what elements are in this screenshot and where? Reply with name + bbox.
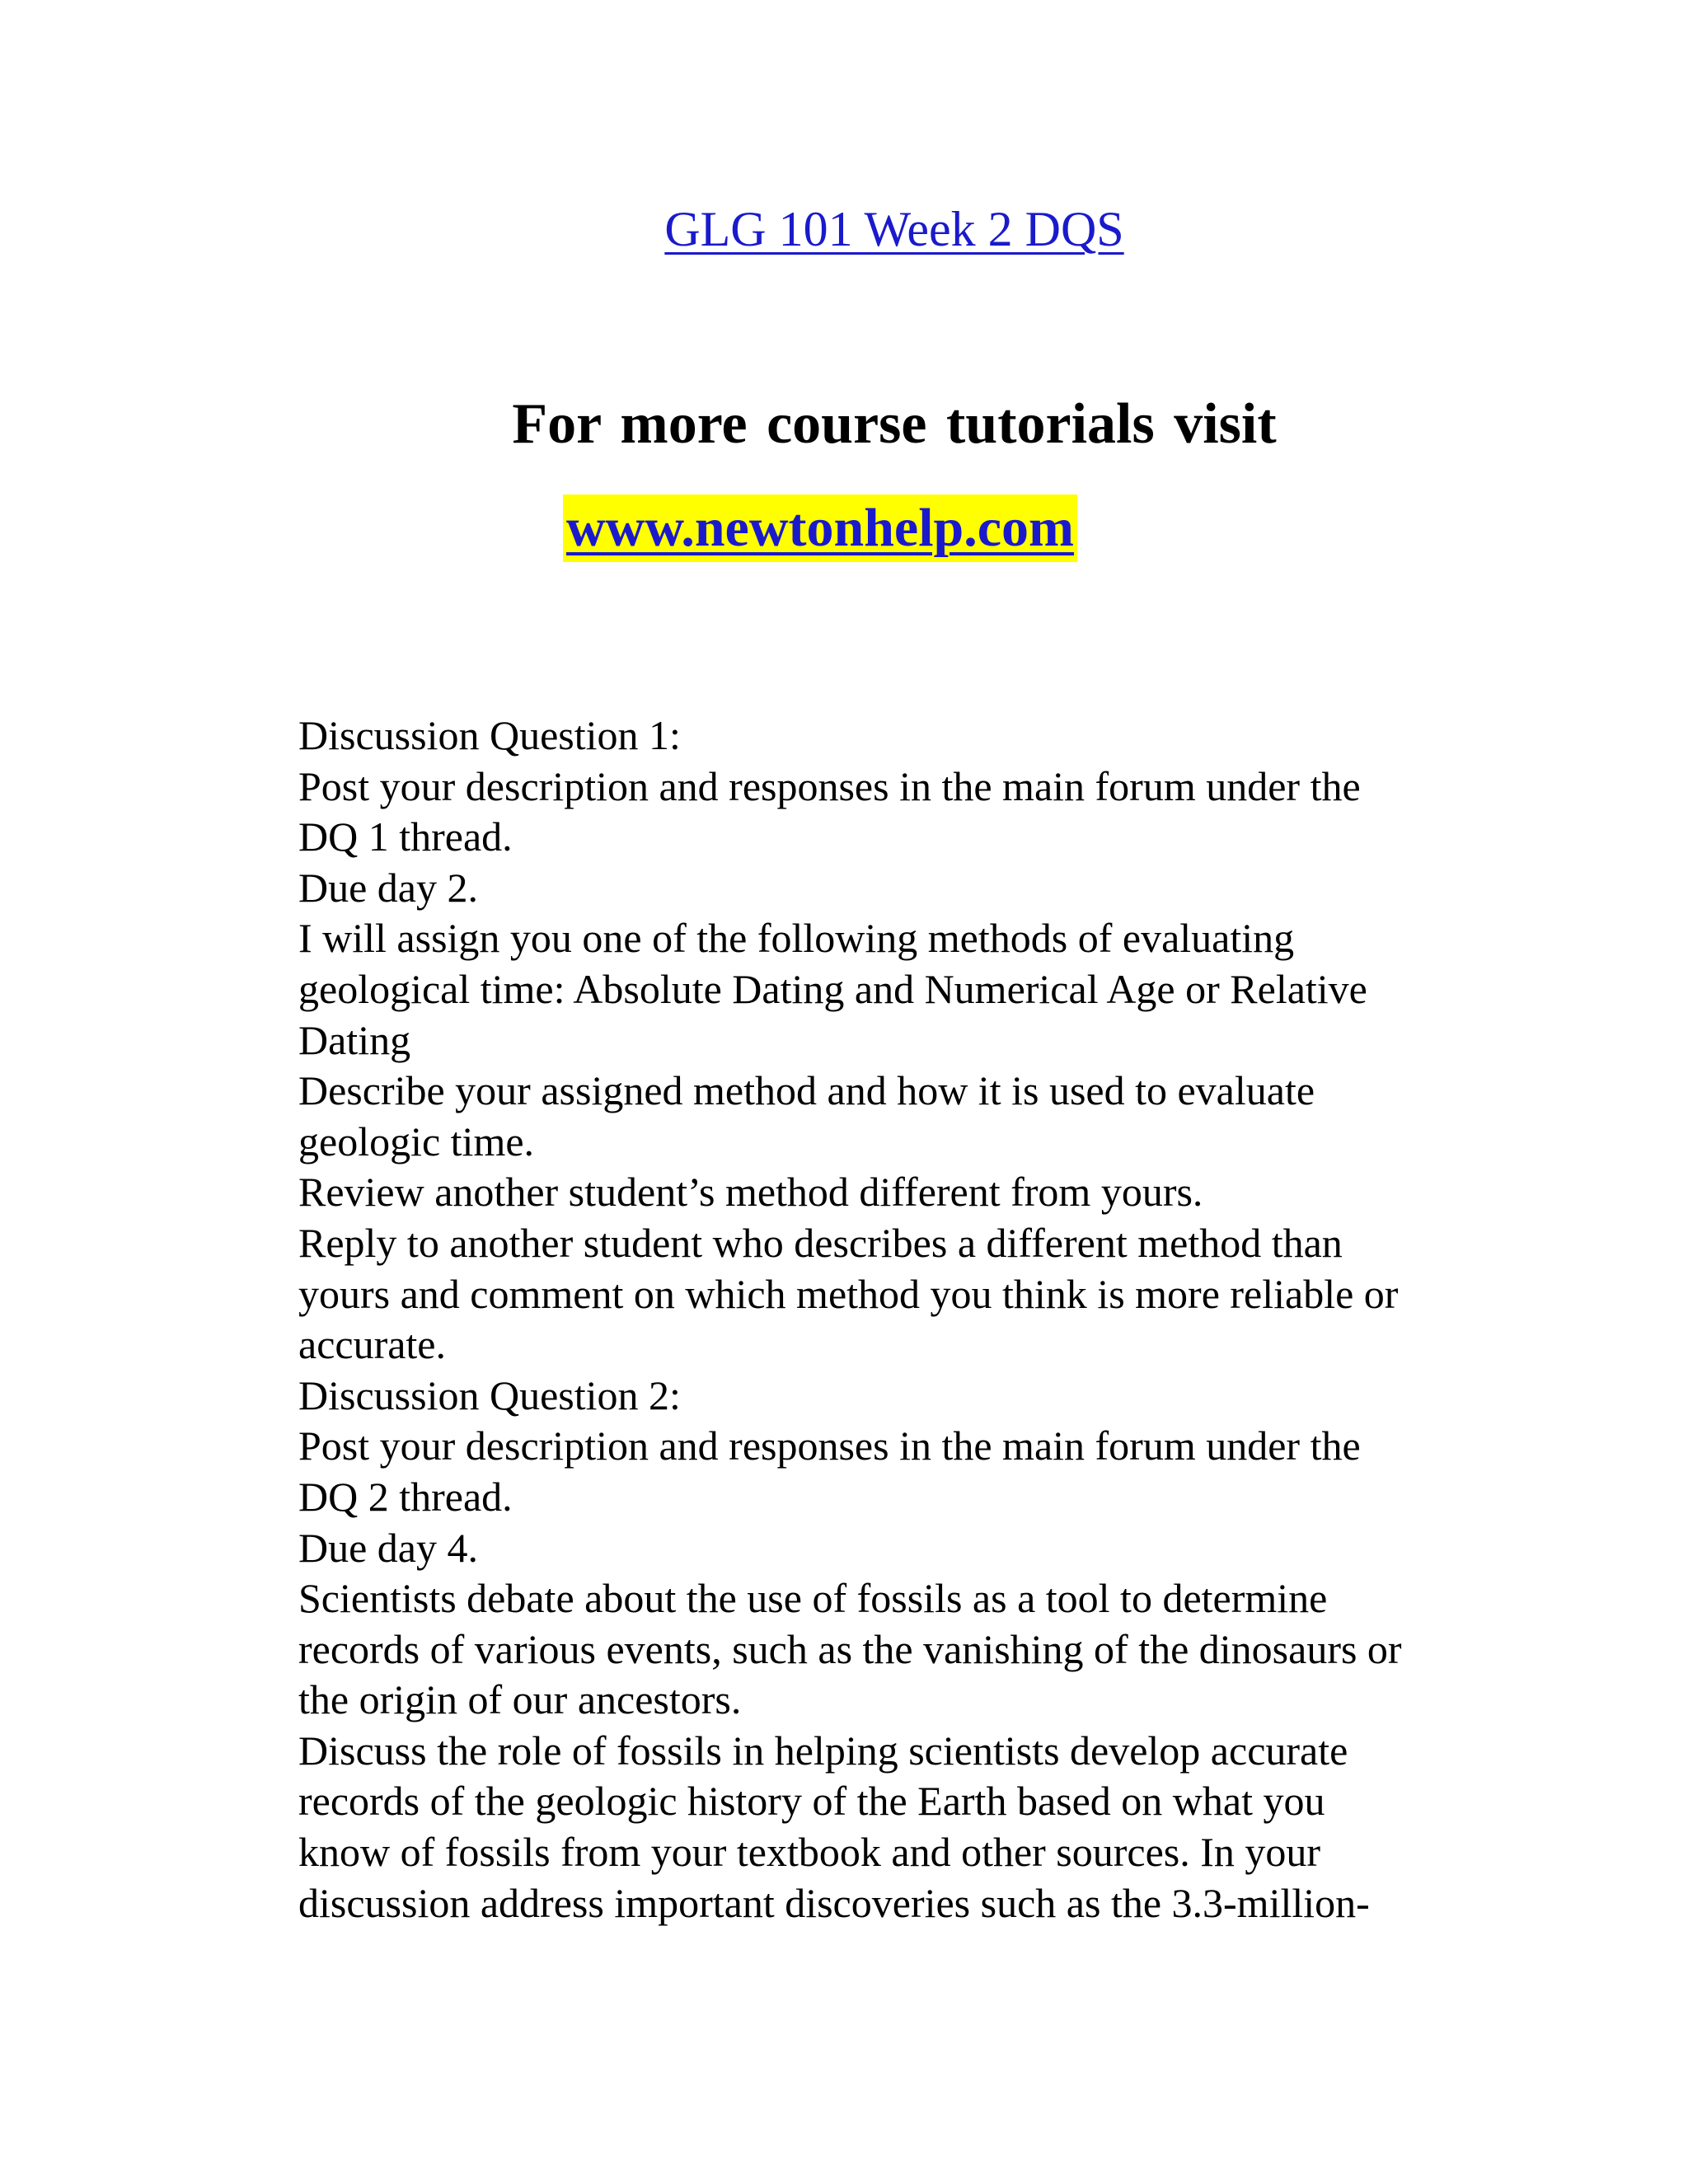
body-line: Reply to another student who describes a different method than (298, 1219, 1343, 1266)
body-line: I will assign you one of the following methods of evaluating (298, 915, 1295, 962)
body-line: know of fossils from your textbook and other sources. In your (298, 1829, 1321, 1876)
body-line: Describe your assigned method and how it is used to evaluate (298, 1067, 1315, 1114)
body-line: Discuss the role of fossils in helping scientists develop accurate (298, 1727, 1348, 1774)
body-line: Discussion Question 1: (298, 712, 681, 758)
body-line: DQ 2 thread. (298, 1473, 513, 1520)
promo-link[interactable]: www.newtonhelp.com (566, 498, 1075, 558)
body-line: the origin of our ancestors. (298, 1676, 742, 1723)
promo-link-highlight (563, 494, 1077, 562)
body-line: Post your description and responses in the main forum under the (298, 762, 1361, 809)
title-link[interactable]: GLG 101 Week 2 DQS (664, 202, 1124, 256)
body-line: DQ 1 thread. (298, 813, 513, 860)
discussion-body (298, 710, 1502, 1929)
body-line: Dating (298, 1016, 411, 1063)
body-line: Post your description and responses in the main forum under the (298, 1422, 1361, 1469)
body-line: discussion address important discoveries such as the 3.3-million- (298, 1879, 1370, 1926)
document-title (0, 196, 1688, 262)
body-line: records of the geologic history of the Earth based on what you (298, 1778, 1325, 1825)
body-line: Review another student’s method different from yours. (298, 1169, 1203, 1216)
body-line: records of various events, such as the vanishing of the dinosaurs or (298, 1625, 1402, 1672)
body-line: geologic time. (298, 1118, 535, 1165)
body-line: yours and comment on which method you think is more reliable or (298, 1270, 1399, 1317)
body-line: Due day 2. (298, 864, 478, 911)
promo-heading: For more course tutorials visit (512, 392, 1277, 456)
body-line: accurate. (298, 1321, 447, 1368)
body-line: Due day 4. (298, 1524, 478, 1571)
body-line: Scientists debate about the use of fossils as a tool to determine (298, 1575, 1328, 1622)
body-line: Discussion Question 2: (298, 1371, 681, 1418)
body-line: geological time: Absolute Dating and Numerical Age or Relative (298, 965, 1367, 1012)
